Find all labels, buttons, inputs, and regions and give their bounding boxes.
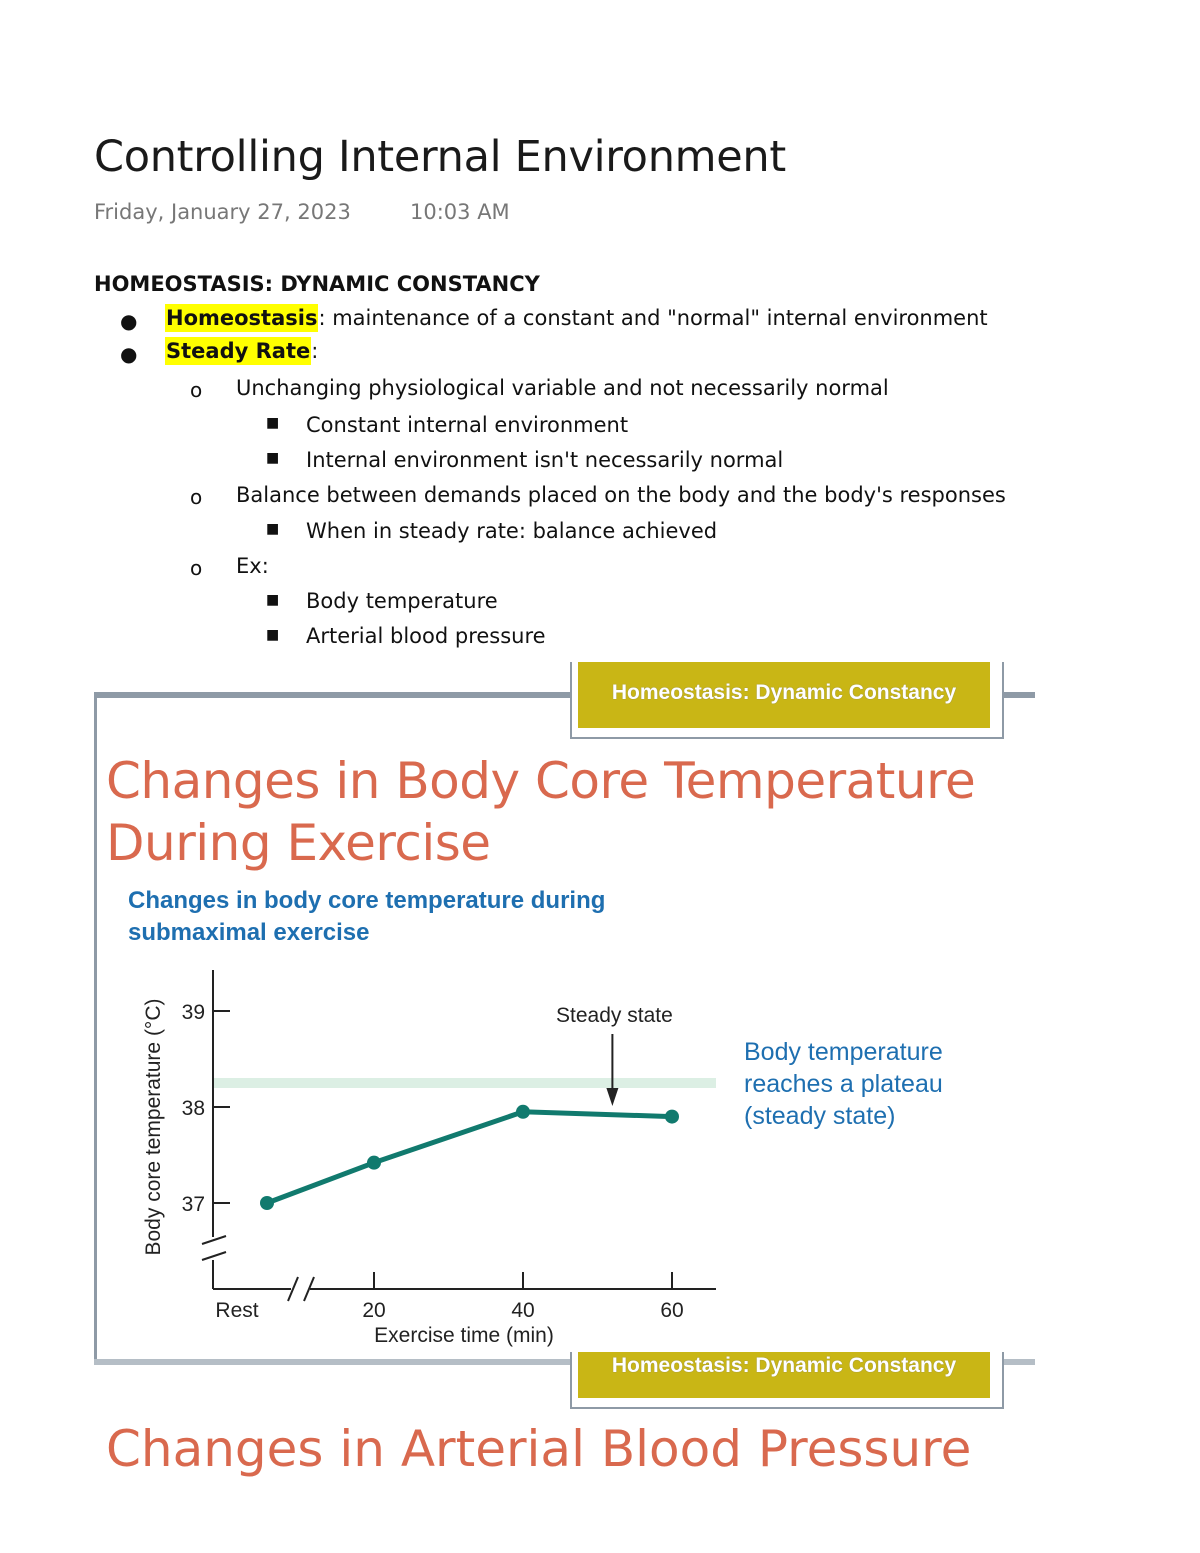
y-break-mark: [202, 1236, 226, 1244]
slide-title-line: During Exercise: [106, 814, 491, 872]
slide-title-line: Changes in Body Core Temperature: [106, 752, 976, 810]
list-item-text: : maintenance of a constant and "normal" internal environment: [318, 306, 988, 330]
chart-title-line: submaximal exercise: [128, 919, 370, 946]
list-item: Internal environment isn't necessarily normal: [306, 448, 784, 472]
y-ticks: [182, 1001, 230, 1216]
series-points: [260, 1105, 679, 1210]
axis-breaks: [202, 1236, 314, 1301]
data-point: [367, 1156, 381, 1170]
list-item: [165, 339, 318, 363]
y-break-mark: [202, 1252, 226, 1260]
list-item: Constant internal environment: [306, 413, 629, 437]
bullet-square-icon: ■: [266, 450, 280, 466]
next-slide-banner-frame: [570, 1352, 1004, 1409]
list-item: [165, 306, 988, 330]
list-item: Arterial blood pressure: [306, 624, 546, 648]
temperature-chart: [94, 692, 1035, 1365]
y-tick-label: 39: [181, 1001, 205, 1024]
y-tick-label: 38: [181, 1097, 205, 1120]
page-title: Controlling Internal Environment: [94, 132, 786, 182]
next-slide-title: Changes in Arterial Blood Pressure: [106, 1420, 972, 1478]
list-item: Unchanging physiological variable and not necessarily normal: [236, 376, 889, 400]
plateau-note-line: reaches a plateau: [744, 1070, 943, 1098]
data-point: [516, 1105, 530, 1119]
section-heading: HOMEOSTASIS: DYNAMIC CONSTANCY: [94, 272, 540, 296]
steady-state-annotation: [556, 1004, 673, 1106]
slide-banner: Homeostasis: Dynamic Constancy: [578, 662, 990, 728]
steady-state-band: [213, 1078, 716, 1088]
bullet-circle-icon: o: [190, 485, 203, 509]
plateau-note-line: Body temperature: [744, 1038, 943, 1066]
bullet-dot-icon: ●: [120, 342, 138, 366]
list-item-text: :: [311, 339, 319, 363]
x-tick-label: Rest: [215, 1299, 259, 1322]
annotation-label: Steady state: [556, 1004, 673, 1027]
series-line: [267, 1112, 672, 1203]
x-tick-label: 60: [660, 1299, 684, 1322]
x-axis-label: Exercise time (min): [374, 1324, 554, 1347]
bullet-square-icon: ■: [266, 627, 280, 643]
bullet-square-icon: ■: [266, 592, 280, 608]
note-date: Friday, January 27, 2023: [94, 200, 351, 224]
data-point: [665, 1110, 679, 1124]
slide-image: [94, 681, 1035, 1365]
chart-title-line: Changes in body core temperature during: [128, 887, 606, 914]
x-tick-label: 20: [362, 1299, 386, 1322]
y-axis-label: Body core temperature (°C): [142, 998, 165, 1256]
highlighted-term: Steady Rate: [166, 339, 311, 363]
bullet-dot-icon: ●: [120, 309, 138, 333]
annotation-arrow-head: [606, 1088, 618, 1106]
list-item: Body temperature: [306, 589, 498, 613]
y-tick-label: 37: [181, 1193, 205, 1216]
note-time: 10:03 AM: [410, 200, 510, 224]
next-slide-banner: Homeostasis: Dynamic Constancy: [578, 1352, 990, 1398]
list-item: When in steady rate: balance achieved: [306, 519, 718, 543]
bullet-square-icon: ■: [266, 521, 280, 537]
x-tick-label: 40: [511, 1299, 535, 1322]
highlighted-term: Homeostasis: [166, 306, 318, 330]
next-slide-title-clip: [94, 1418, 1035, 1478]
bullet-circle-icon: o: [190, 556, 203, 580]
list-item: Balance between demands placed on the body and the body's responses: [236, 483, 1006, 507]
x-ticks: [215, 1272, 683, 1322]
plateau-note-line: (steady state): [744, 1102, 896, 1130]
bullet-square-icon: ■: [266, 415, 280, 431]
plateau-note: [744, 1036, 1004, 1132]
bullet-circle-icon: o: [190, 378, 203, 402]
data-point: [260, 1196, 274, 1210]
list-item: Ex:: [236, 554, 269, 578]
